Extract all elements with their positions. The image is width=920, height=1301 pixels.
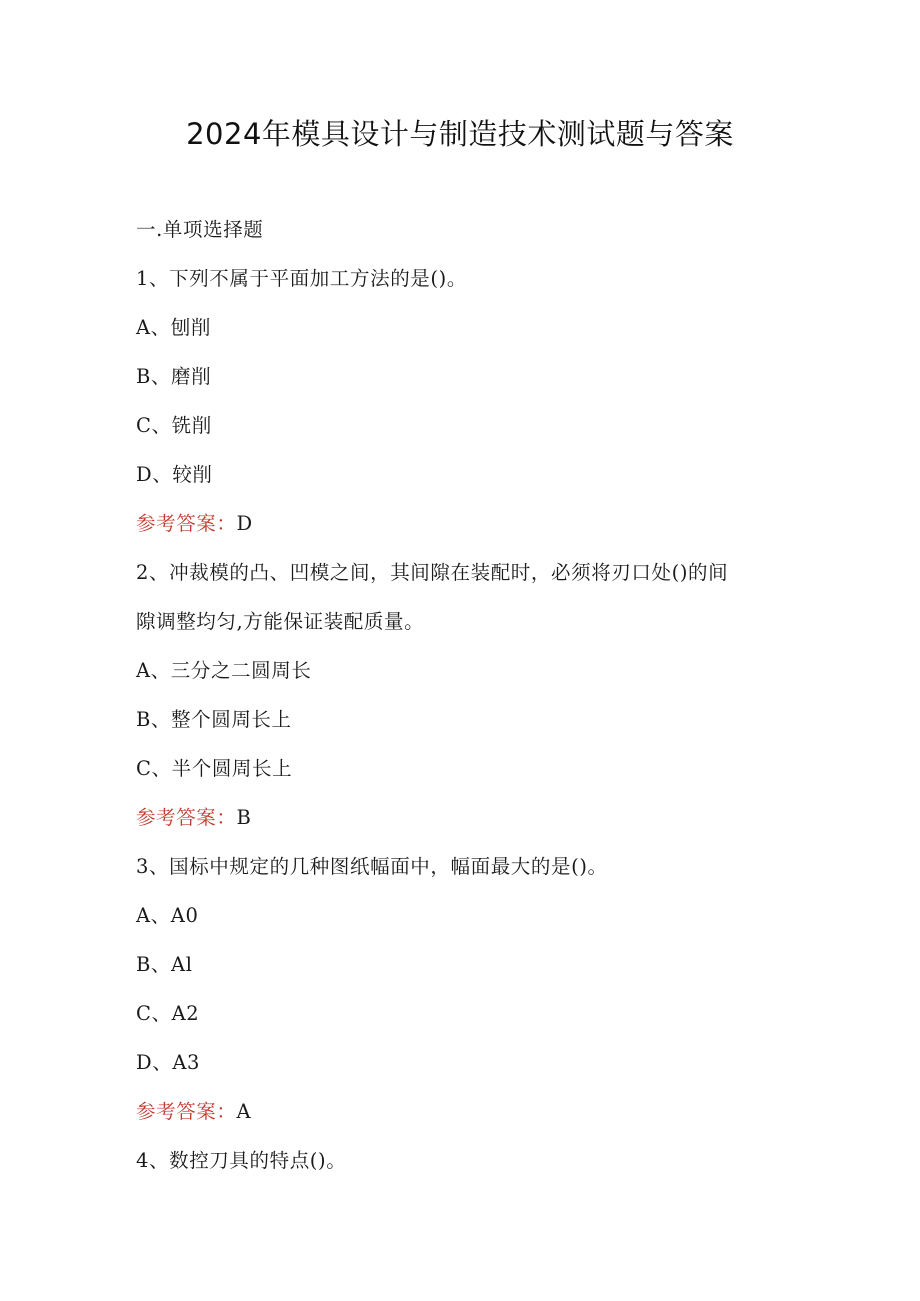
question-3-option-c: C、A2 [136, 1002, 200, 1025]
question-2-option-b: B、整个圆周长上 [136, 708, 292, 731]
answer-label: 参考答案： [136, 806, 237, 829]
question-2-stem-line-1: 2、冲裁模的凸、凹模之间，其间隙在装配时，必须将刃口处()的间 [136, 561, 729, 584]
question-4-stem: 4、数控刀具的特点()。 [136, 1149, 347, 1172]
question-1-answer [136, 509, 253, 539]
question-3-answer [136, 1097, 251, 1127]
answer-value: A [236, 1100, 252, 1123]
section-heading: 一.单项选择题 [136, 218, 264, 241]
question-1-stem: 1、下列不属于平面加工方法的是()。 [136, 267, 467, 290]
question-2-option-c: C、半个圆周长上 [136, 757, 293, 780]
question-1-option-d: D、较削 [136, 463, 213, 486]
answer-value: D [236, 512, 253, 535]
question-3-option-d: D、A3 [136, 1051, 201, 1074]
question-2-answer [136, 803, 251, 833]
question-2-stem-line-2: 隙调整均匀,方能保证装配质量。 [136, 610, 425, 633]
document-title: 2024年模具设计与制造技术测试题与答案 [186, 117, 734, 151]
question-1-option-c: C、铣削 [136, 414, 212, 437]
question-1-option-a: A、刨削 [136, 316, 211, 339]
question-3-option-b: B、Al [136, 953, 193, 976]
question-1-option-b: B、磨削 [136, 365, 212, 388]
question-2-option-a: A、三分之二圆周长 [136, 659, 312, 682]
answer-value: B [236, 806, 252, 829]
question-3-stem: 3、国标中规定的几种图纸幅面中，幅面最大的是()。 [136, 855, 608, 878]
question-3-option-a: A、A0 [136, 904, 199, 927]
answer-label: 参考答案： [136, 1100, 237, 1123]
answer-label: 参考答案： [136, 512, 237, 535]
